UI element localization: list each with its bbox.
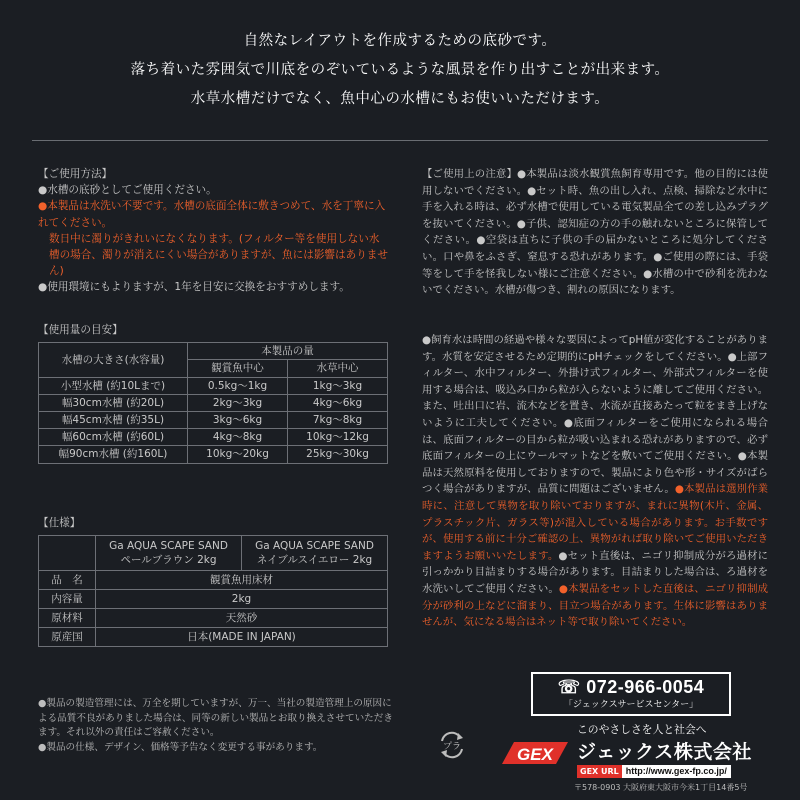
product-2-variant: ネイブルスイエロー 2kg	[256, 554, 373, 567]
caution-paragraph-2d: ●本製品をセットした直後は、ニゴリ抑制成分が砂利の上などに溜まり、目立つ場合があります。生体に影響はありませんが、気になる場合はネット等で取り除いてください。	[422, 582, 768, 629]
table-row	[39, 412, 388, 429]
caution-paragraph-2a: ●飼育水は時間の経過や様々な要因によってpH値が変化することがあります。水質を安定させるため定期的にpHチェックをしてください。●上部フィルター、水中フィルター、外掛け式フィルター、外部式フィルターを使用する場合は、吸込み口から粒が入らないように離してご使用ください。また、吐出口に岩、流木などを置き、水流が直接あたって粒をまき上げないように工夫してください。●底面フィルターをご使用になられる場合は、底面フィルターの目から粒が吸い込まれる恐れがありますので、必ず底面フィルターの上にウールマットなどを敷いてご使用ください。●本製品は天然原料を使用しておりますので、製品により色や形・サイズがばらつく場合がありますが、品質に問題はございません。	[422, 334, 768, 496]
plant-cell: 1kg〜3kg	[288, 377, 388, 394]
url-row	[577, 764, 731, 778]
intro-line-3: 水草水槽だけでなく、魚中心の水槽にもお使いいただけます。	[190, 91, 610, 107]
spec-title: 【仕様】	[38, 517, 81, 529]
table-row	[39, 377, 388, 394]
intro-line-1: 自然なレイアウトを作成するための底砂です。	[243, 33, 557, 49]
spec-label: 内容量	[39, 590, 96, 609]
usage-item-2-note: 数日中に濁りがきれいになくなります。(フィルター等を使用しない水槽の場合、濁りが消えにくい場合がありますが、魚には影響はありません)	[49, 232, 388, 278]
amount-title: 【使用量の目安】	[38, 324, 123, 336]
footer-note-1: ●製品の製造管理には、万全を期していますが、万一、当社の製造管理上の原因による品質不良がありました場合は、同等の新しい製品とお取り換えさせていただきます。それ以外の責任はご容赦ください。	[38, 698, 393, 739]
slogan: このやさしさを人と社会へ	[577, 723, 707, 736]
caution-section-1	[422, 166, 768, 299]
table-row	[39, 571, 388, 590]
phone-number	[533, 675, 729, 699]
fish-cell: 3kg〜6kg	[188, 412, 288, 429]
col-size-header: 水槽の大きさ(水容量)	[39, 343, 188, 377]
url-tag: GEX URL	[577, 765, 622, 778]
product-1	[96, 536, 242, 571]
table-row	[39, 446, 388, 463]
company-url[interactable]: http://www.gex-fp.co.jp/	[622, 765, 731, 778]
spec-value: 天然砂	[96, 609, 388, 628]
size-cell: 幅60cm水槽 (約60L)	[39, 429, 188, 446]
plant-cell: 25kg〜30kg	[288, 446, 388, 463]
table-row	[39, 590, 388, 609]
size-cell: 小型水槽 (約10Lまで)	[39, 377, 188, 394]
table-row	[39, 394, 388, 411]
fish-cell: 2kg〜3kg	[188, 394, 288, 411]
company-name: ジェックス株式会社	[577, 741, 752, 763]
caution-section-2	[422, 332, 768, 631]
phone-icon: ☏	[557, 677, 581, 697]
gex-logo-icon	[500, 738, 570, 768]
usage-item-1: ●水槽の底砂としてご使用ください。	[38, 184, 217, 197]
phone-box	[531, 672, 731, 716]
spec-value: 日本(MADE IN JAPAN)	[96, 628, 388, 647]
product-1-name: Ga AQUA SCAPE SAND	[109, 540, 228, 553]
amount-table	[38, 342, 388, 463]
product-1-variant: ペールブラウン 2kg	[120, 554, 217, 567]
product-2-name: Ga AQUA SCAPE SAND	[255, 540, 374, 553]
spec-section	[38, 515, 388, 647]
size-cell: 幅30cm水槽 (約20L)	[39, 394, 188, 411]
footer-notes	[38, 697, 398, 755]
fish-cell: 4kg〜8kg	[188, 429, 288, 446]
plant-cell: 10kg〜12kg	[288, 429, 388, 446]
fish-cell: 10kg〜20kg	[188, 446, 288, 463]
table-row	[39, 429, 388, 446]
plant-cell: 7kg〜8kg	[288, 412, 388, 429]
col-amount-header: 本製品の量	[188, 343, 388, 360]
intro-line-2: 落ち着いた雰囲気で川底をのぞいているような風景を作り出すことが出来ます。	[130, 62, 670, 78]
spec-label: 原産国	[39, 628, 96, 647]
caution-paragraph-1: 【ご使用上の注意】●本製品は淡水観賞魚飼育専用です。他の目的には使用しないでください。●セット時、魚の出し入れ、点検、掃除など水中に手を入れる時は、必ず水槽で使用している電気製品全ての差し込みプラグを抜いてください。●子供、認知症の方の手の触れないところに保管してください。●空袋は直ちに子供の手の届かないところに処分してください。口や鼻をふさぎ、窒息する恐れがあります。●ご使用の際には、手袋等をして手を怪我しない様にご注意ください。●水槽の中で砂利を洗わないでください。水槽が傷つき、割れの原因になります。	[422, 168, 768, 297]
service-center-label: 「ジェックスサービスセンター」	[563, 700, 699, 710]
spec-label: 品 名	[39, 571, 96, 590]
fish-cell: 0.5kg〜1kg	[188, 377, 288, 394]
plant-cell: 4kg〜6kg	[288, 394, 388, 411]
size-cell: 幅90cm水槽 (約160L)	[39, 446, 188, 463]
usage-title: 【ご使用方法】	[38, 168, 113, 180]
spec-value: 2kg	[96, 590, 388, 609]
spec-label: 原材料	[39, 609, 96, 628]
recycle-label: プラ	[442, 742, 462, 752]
divider	[32, 140, 768, 141]
intro	[0, 32, 800, 119]
table-row	[39, 628, 388, 647]
usage-section	[38, 166, 388, 296]
usage-item-2: ●本製品は水洗い不要です。水槽の底面全体に敷きつめて、水を丁寧に入れてください。	[38, 200, 386, 229]
spec-table	[38, 535, 388, 647]
product-2	[242, 536, 388, 571]
table-row	[39, 609, 388, 628]
usage-item-3: ●使用環境にもよりますが、1年を目安に交換をおすすめします。	[38, 281, 350, 294]
caution-paragraph-2c: ●セット直後は、ニゴリ抑制成分がろ過材に引っかかり目詰まりする場合があります。目詰まりした場合は、ろ過材を水洗いしてご使用ください。	[422, 549, 768, 595]
footer-note-2: ●製品の仕様、デザイン、価格等予告なく変更する事があります。	[38, 741, 323, 753]
recycle-icon	[436, 729, 468, 761]
gex-logo-text: GEX	[517, 745, 553, 764]
phone-number-text: 072-966-0054	[586, 677, 705, 697]
spec-value: 観賞魚用床材	[96, 571, 388, 590]
amount-section	[38, 322, 388, 464]
size-cell: 幅45cm水槽 (約35L)	[39, 412, 188, 429]
col-fish-header: 観賞魚中心	[188, 360, 288, 377]
company-address: 〒578-0903 大阪府東大阪市今米1丁目14番5号	[574, 783, 748, 792]
col-plant-header: 水草中心	[288, 360, 388, 377]
caution-paragraph-2b: ●本製品は選別作業時に、注意して異物を取り除いておりますが、まれに異物(木片、金属、プラスチック片、ガラス等)が混入している場合があります。お手数ですが、使用する前に十分ご確認の上、異物がれば取り除いてご使用いただきますようお願いいたします。	[422, 483, 768, 562]
